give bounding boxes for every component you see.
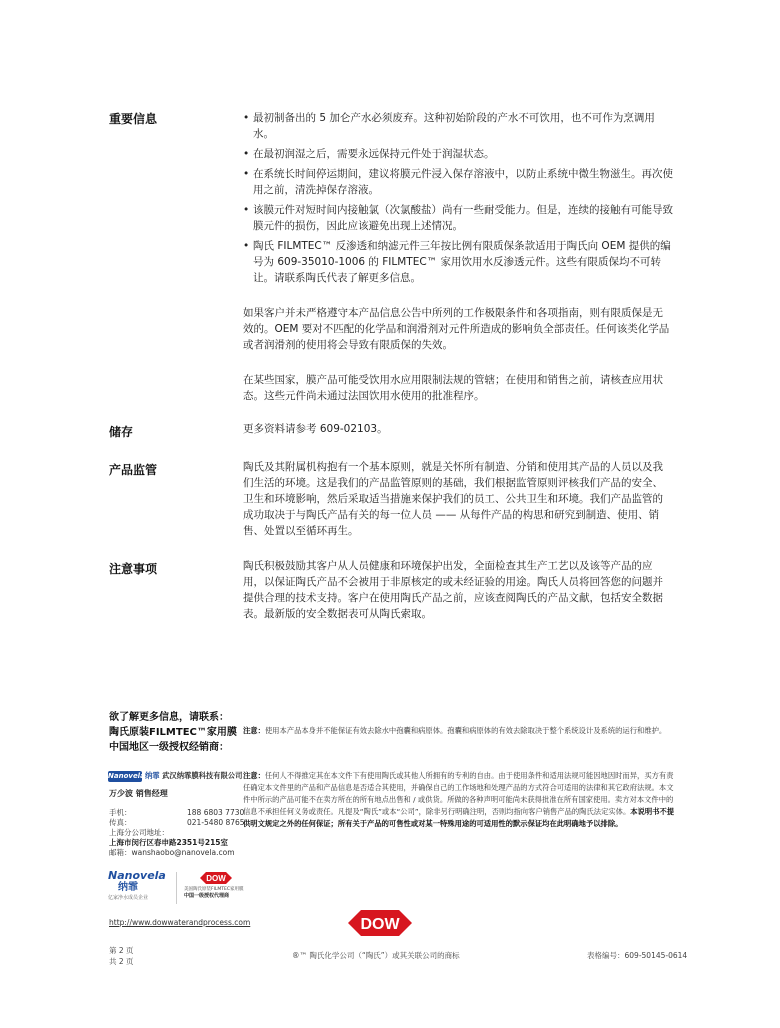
dow-authorized-logo: DOW 美国陶氏原装FILMTEC家用膜 中国一级授权代理商: [184, 870, 254, 906]
svg-text:DOW: DOW: [206, 874, 226, 883]
list-item: • 该膜元件对短时间内接触氯（次氯酸盐）尚有一些耐受能力。但是，连续的接触有可能导致膜元件的损伤，因此应该避免出现上述情况。: [243, 204, 673, 232]
phone-row: 手机： 188 6803 7730: [109, 808, 245, 817]
company-name: 纳霏 武汉纳霏膜科技有限公司: [145, 771, 243, 780]
caution-text: 陶氏积极鼓励其客户从人员健康和环境保护出发，全面检查其生产工艺以及该等产品的应用，以保证陶氏产品不会被用于非原核定的或未经证验的用途。陶氏人员将回答您的问题并提供合理的技术支持。客户在使用陶氏产品之前，应该查阅陶氏的产品文献，包括安全数据表。最新版的安全数据表可从陶氏索取。: [243, 560, 663, 620]
section-title-stewardship: 产品监管: [109, 463, 158, 477]
stewardship-text: 陶氏及其附属机构抱有一个基本原则，就是关怀所有制造、分销和使用其产品的人员以及我们生活的环境。这是我们的产品监管原则的基础，我们根据监管原则评核我们产品的安全、卫生和环境影响，然后采取适当措施来保护我们的员工、公共卫生和环境。我们产品监管的成功取决于与陶氏产品有关的每一位人员 —— 从每件产品的构思和研究到制造、使用、销售、处置以至循环再生。: [243, 461, 663, 537]
warranty-paragraph: 如果客户并未严格遵守本产品信息公告中所列的工作极限条件和各项指南，则有限质保是无效的。OEM 要对不匹配的化学品和润滑剂对元件所造成的影响负全部责任。任何该类化学品或者润滑剂的使用将会导致有限质保的失效。: [243, 307, 670, 351]
website-link[interactable]: http://www.dowwaterandprocess.com: [109, 918, 251, 927]
section-title-caution: 注意事项: [109, 562, 158, 576]
email-row: 邮箱：wanshaobo@nanovela.com: [109, 848, 235, 857]
trademark-text: ®™ 陶氏化学公司（“陶氏”）或其关联公司的商标: [292, 951, 460, 960]
nanovela-logo: Nanovela 纳霏 亿家净水成员企业: [108, 869, 166, 901]
list-item: • 陶氏 FILMTEC™ 反渗透和纳滤元件三年按比例有限质保条款适用于陶氏向 OEM 提供的编号为 609-35010-1006 的 FILMTEC™ 家用饮用水反渗透元件。这些有限质保均不可转让。请联系陶氏代表了解更多信息。: [243, 240, 671, 284]
svg-text:DOW: DOW: [360, 916, 400, 933]
fax-row: 传真： 021-5480 8765: [109, 818, 245, 827]
email-value[interactable]: wanshaobo@nanovela.com: [131, 848, 235, 857]
logo-divider: [176, 872, 177, 904]
important-bullet-list: [243, 110, 673, 290]
list-item: • 在系统长时间停运期间，建议将膜元件浸入保存溶液中，以防止系统中微生物滋生。再次使用之前，清洗掉保存溶液。: [243, 168, 673, 196]
address-value: 上海市闵行区春申路2351号215室: [109, 838, 229, 847]
section-title-storage: 储存: [109, 425, 134, 439]
notice-patent: 注意：任何人不得推定其在本文件下有使用陶氏或其他人所拥有的专利的自由。由于使用条件和适用法规可能因地因时而异，买方有责任确定本文件里的产品和产品信息是否适合其使用，并确保自己的工作场地和处理产品的方式符合可适用的法律和其它政府法规。本文件中所示的产品可能不在卖方所在的所有地点出售和 / 或供货。所做的各种声明可能尚未获得批准在所有国家使用。卖方对本文件中的信息不承担任何义务或责任。凡提及“陶氏”或本“公司”，除非另行明确注明，否则均指向客户销售产品的陶氏法定实体。本说明书不提供明文规定之外的任何保证；所有关于产品的可售性或对某一特殊用途的可适用性的默示保证均在此明确地予以排除。: [243, 771, 675, 828]
notice-cysts: 注意：使用本产品本身并不能保证有效去除水中孢囊和病原体。孢囊和病原体的有效去除取决于整个系统设计及系统的运行和维护。: [243, 726, 667, 735]
page-number: 第 2 页 共 2 页: [109, 946, 134, 966]
dow-logo: [346, 908, 414, 938]
fax-value: 021-5480 8765: [187, 818, 245, 827]
section-title-important: 重要信息: [109, 112, 158, 126]
form-number: 表格编号：609-50145-0614: [587, 951, 688, 960]
list-item: • 最初制备出的 5 加仑产水必须废弃。这种初始阶段的产水不可饮用，也不可作为烹调用水。: [243, 112, 655, 140]
regulation-paragraph: 在某些国家，膜产品可能受饮用水应用限制法规的管辖；在使用和销售之前，请核查应用状态。这些元件尚未通过法国饮用水使用的批准程序。: [243, 374, 663, 402]
address-label: 上海分公司地址：: [109, 828, 169, 837]
contact-title: 欲了解更多信息，请联系： 陶氏原装FILMTEC™家用膜 中国地区一级授权经销商：: [109, 712, 237, 753]
storage-text: 更多资料请参考 609-02103。: [243, 423, 388, 435]
phone-value: 188 6803 7730: [187, 808, 245, 817]
list-item: • 在最初润湿之后，需要永远保持元件处于润湿状态。: [243, 148, 495, 160]
dow-small-diamond-icon: [198, 870, 234, 886]
contact-person: 万少波 销售经理: [109, 789, 168, 798]
nanovela-badge: Nanovela: [108, 772, 145, 780]
